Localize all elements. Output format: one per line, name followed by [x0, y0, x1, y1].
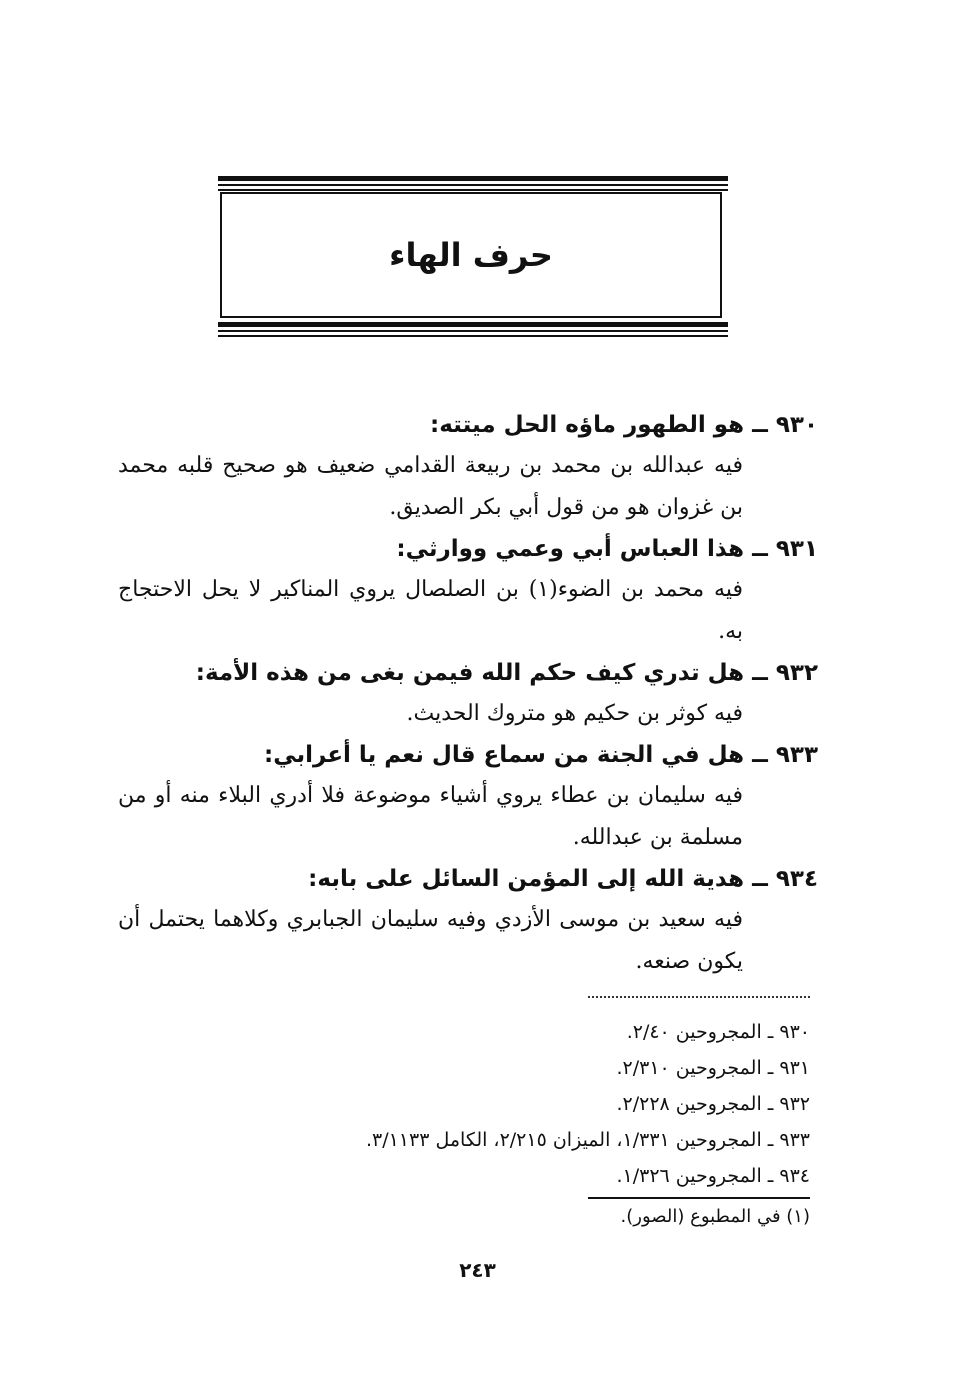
- reference-item: ٩٣٤ ـ المجروحين ١/٣٢٦.: [616, 1165, 810, 1187]
- entry-932: [118, 653, 818, 735]
- entry-heading: ٩٣٣ ــ هل في الجنة من سماع قال نعم يا أعرابي:: [264, 742, 818, 768]
- entry-body: فيه محمد بن الضوء(١) بن الصلصال يروي المناكير لا يحل الاحتجاج به.: [118, 577, 743, 644]
- entry-body: فيه عبدالله بن محمد بن ربيعة القدامي ضعيف هو صحيح قلبه محمد بن غزوان هو من قول أبي بكر الصديق.: [118, 453, 743, 520]
- entry-body: فيه كوثر بن حكيم هو متروك الحديث.: [406, 701, 743, 726]
- chapter-title: حرف الهاء: [389, 236, 553, 274]
- entry-931: [118, 529, 818, 653]
- reference-item: ٩٣١ ـ المجروحين ٢/٣١٠.: [616, 1057, 810, 1079]
- footnote-dotted-separator: [588, 996, 810, 998]
- entries-list: [118, 405, 818, 983]
- entry-body: فيه سليمان بن عطاء يروي أشياء موضوعة فلا أدري البلاء منه أو من مسلمة بن عبدالله.: [118, 783, 743, 850]
- entry-heading: ٩٣٢ ــ هل تدري كيف حكم الله فيمن بغى من هذه الأمة:: [195, 660, 818, 686]
- header-top-rules: [218, 176, 728, 191]
- entry-heading: ٩٣٤ ــ هدية الله إلى المؤمن السائل على بابه:: [308, 866, 818, 892]
- header-bottom-rules: [218, 322, 728, 337]
- references-list: [280, 1014, 810, 1194]
- entry-heading: ٩٣٠ ــ هو الطهور ماؤه الحل ميتته:: [430, 412, 818, 438]
- entry-heading: ٩٣١ ــ هذا العباس أبي وعمي ووارثي:: [396, 536, 818, 562]
- entry-933: [118, 735, 818, 859]
- reference-item: ٩٣٣ ـ المجروحين ١/٣٣١، الميزان ٢/٢١٥، الكامل ٣/١١٣٣.: [365, 1129, 810, 1151]
- reference-item: ٩٣٢ ـ المجروحين ٢/٢٢٨.: [616, 1093, 810, 1115]
- footnote: (١) في المطبوع (الصور).: [620, 1206, 810, 1227]
- page-number: ٢٤٣: [459, 1258, 496, 1282]
- footnote-rule: [588, 1197, 810, 1199]
- entry-body: فيه سعيد بن موسى الأزدي وفيه سليمان الجبابري وكلاهما يحتمل أن يكون صنعه.: [118, 907, 743, 974]
- chapter-header-box: [220, 192, 722, 318]
- reference-item: ٩٣٠ ـ المجروحين ٢/٤٠.: [626, 1021, 810, 1043]
- entry-934: [118, 859, 818, 983]
- entry-930: [118, 405, 818, 529]
